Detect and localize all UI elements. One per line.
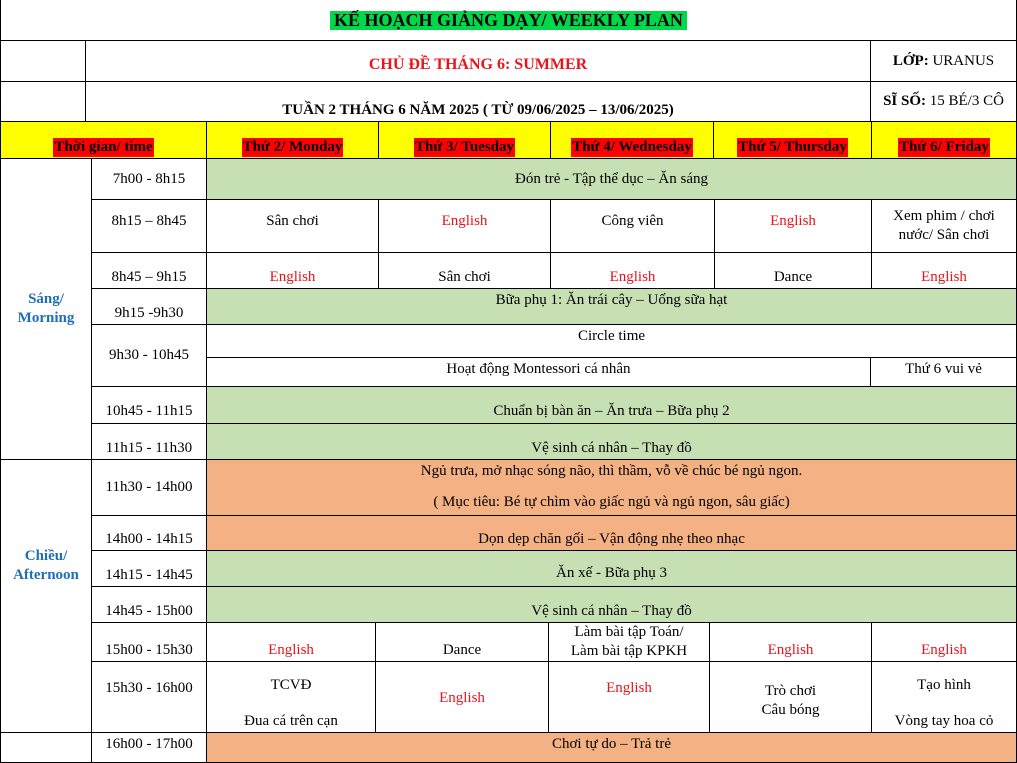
wed-activity: English: [551, 253, 715, 289]
time-cell: 14h15 - 14h45: [92, 551, 207, 587]
activity-circle-time: Circle time: [207, 325, 1017, 358]
activity-snack-3: Ăn xế - Bữa phụ 3: [207, 551, 1017, 587]
tue-activity: Dance: [376, 623, 549, 662]
time-cell: 10h45 - 11h15: [92, 387, 207, 424]
class-size-cell: [871, 82, 1017, 122]
time-cell: 14h00 - 14h15: [92, 516, 207, 551]
activity-montessori: Hoạt động Montessori cá nhân: [207, 358, 871, 387]
blank-cell: [0, 41, 86, 82]
class-cell: [871, 41, 1017, 82]
fri-activity: English: [872, 623, 1017, 662]
activity-arrival: Đón trẻ - Tập thể dục – Ăn sáng: [207, 159, 1017, 200]
time-cell: 8h15 – 8h45: [92, 200, 207, 253]
time-cell: 15h30 - 16h00: [92, 662, 207, 733]
time-cell: 9h15 -9h30: [92, 289, 207, 325]
size-value: 15 BÉ/3 CÔ: [929, 93, 1004, 109]
time-cell: 9h30 - 10h45: [92, 325, 207, 387]
activity-snack-1: Bữa phụ 1: Ăn trái cây – Uống sữa hạt: [207, 289, 1017, 325]
wed-activity: Làm bài tập Toán/ Làm bài tập KPKH: [549, 623, 710, 662]
header-tuesday: Thứ 3/ Tuesday: [379, 122, 551, 159]
time-cell: 8h45 – 9h15: [92, 253, 207, 289]
activity-lunch: Chuẩn bị bàn ăn – Ăn trưa – Bữa phụ 2: [207, 387, 1017, 424]
header-monday: Thứ 2/ Monday: [207, 122, 379, 159]
time-cell: 15h00 - 15h30: [92, 623, 207, 662]
tue-activity: English: [379, 200, 551, 253]
activity-hygiene-2: Vệ sinh cá nhân – Thay đồ: [207, 587, 1017, 623]
wed-activity: Công viên: [551, 200, 715, 253]
week-range: TUẦN 2 THÁNG 6 NĂM 2025 ( TỪ 09/06/2025 – 13/06/2025): [86, 82, 871, 122]
title-row: [0, 0, 1017, 41]
tue-activity: English: [376, 662, 549, 733]
activity-nap: Ngủ trưa, mở nhạc sóng não, thì thầm, vỗ về chúc bé ngủ ngon. ( Mục tiêu: Bé tự chìm vào giấc ngủ và ngủ ngon, sâu giấc): [207, 460, 1017, 516]
activity-happy-friday: Thứ 6 vui vẻ: [871, 358, 1017, 387]
thu-activity: English: [710, 623, 872, 662]
thu-activity: Trò chơi Câu bóng: [710, 662, 872, 733]
size-label: SĨ SỐ:: [883, 93, 926, 109]
activity-free-play: Chơi tự do – Trả trẻ: [207, 733, 1017, 763]
class-label: LỚP:: [892, 52, 929, 69]
time-cell: 11h15 - 11h30: [92, 424, 207, 460]
blank-cell: [0, 733, 92, 763]
time-cell: 16h00 - 17h00: [92, 733, 207, 763]
fri-activity: Tạo hình Vòng tay hoa cỏ: [872, 662, 1017, 733]
header-friday: Thứ 6/ Friday: [872, 122, 1017, 159]
header-time: Thời gian/ time: [0, 122, 207, 159]
time-cell: 14h45 - 15h00: [92, 587, 207, 623]
mon-activity: Sân chơi: [207, 200, 379, 253]
month-theme: CHỦ ĐỀ THÁNG 6: SUMMER: [86, 41, 871, 82]
session-morning: Sáng/ Morning: [0, 159, 92, 460]
thu-activity: Dance: [715, 253, 872, 289]
header-thursday: Thứ 5/ Thursday: [714, 122, 872, 159]
time-cell: 11h30 - 14h00: [92, 460, 207, 516]
plan-title: KẾ HOẠCH GIẢNG DẠY/ WEEKLY PLAN: [330, 11, 687, 30]
mon-activity: TCVĐ Đua cá trên cạn: [207, 662, 376, 733]
fri-activity: Xem phim / chơi nước/ Sân chơi: [872, 200, 1017, 253]
tue-activity: Sân chơi: [379, 253, 551, 289]
wed-activity: English: [549, 662, 710, 733]
activity-cleanup: Dọn dẹp chăn gối – Vận động nhẹ theo nhạc: [207, 516, 1017, 551]
time-cell: 7h00 - 8h15: [92, 159, 207, 200]
blank-cell: [0, 82, 86, 122]
mon-activity: English: [207, 253, 379, 289]
thu-activity: English: [715, 200, 872, 253]
class-value: URANUS: [932, 52, 995, 69]
fri-activity: English: [872, 253, 1017, 289]
mon-activity: English: [207, 623, 376, 662]
session-afternoon: Chiều/ Afternoon: [0, 460, 92, 733]
activity-hygiene: Vệ sinh cá nhân – Thay đồ: [207, 424, 1017, 460]
header-wednesday: Thứ 4/ Wednesday: [551, 122, 714, 159]
